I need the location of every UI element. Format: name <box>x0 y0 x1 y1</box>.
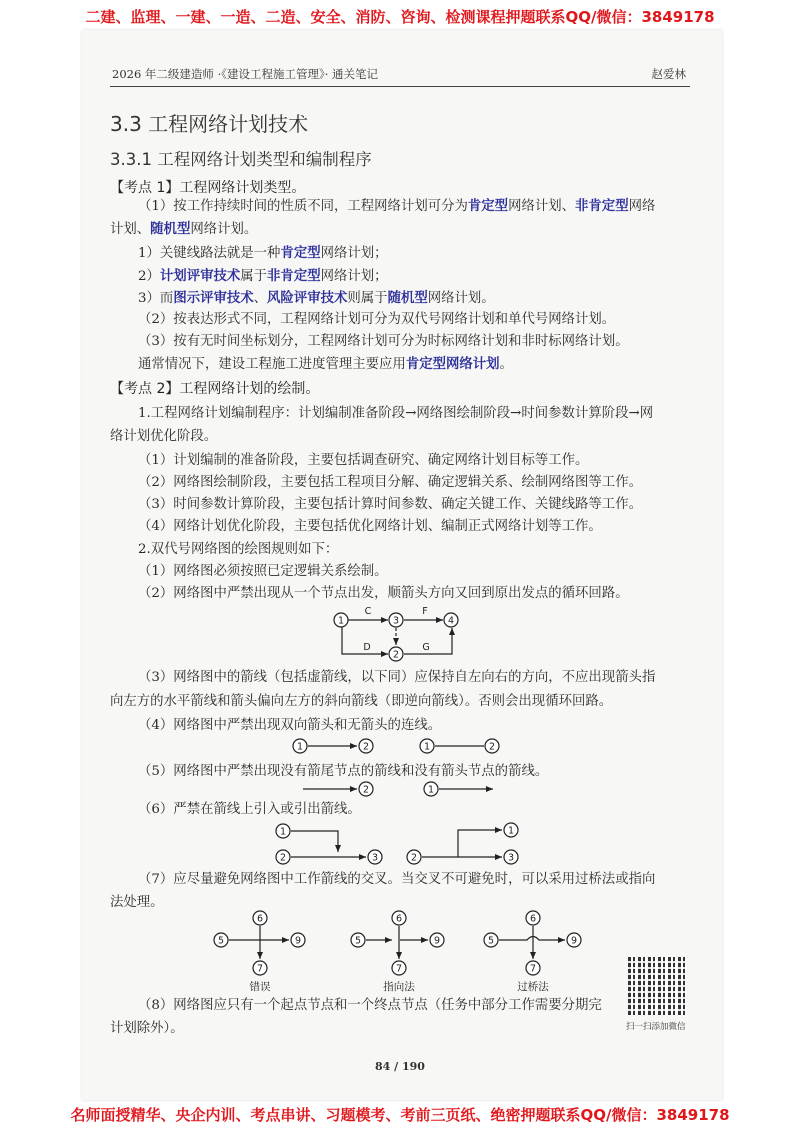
node-label: 7 <box>529 963 537 975</box>
node-label: 6 <box>256 913 264 925</box>
paragraph: （1）计划编制的准备阶段，主要包括调查研究、确定网络计划目标等工作。 <box>138 453 589 468</box>
paragraph: 计划除外）。 <box>110 1021 184 1036</box>
caption-wrong: 错误 <box>249 981 271 993</box>
bridge-arrow <box>499 937 565 941</box>
node-label: 2 <box>362 784 370 796</box>
paragraph: （2）按表达形式不同，工程网络计划可分为双代号网络计划和单代号网络计划。 <box>138 312 616 327</box>
paragraph: 2.双代号网络图的绘图规则如下： <box>138 542 339 557</box>
arrow-on-arrow-diagram <box>276 823 518 864</box>
bidirectional-diagram <box>293 739 499 753</box>
text: 1）关键线路法就是一种 <box>138 246 281 261</box>
node-label: 1 <box>279 826 287 838</box>
highlight: 肯定型 <box>467 198 509 214</box>
subsection-title: 3.3.1 工程网络计划类型和编制程序 <box>110 150 372 169</box>
node-label: 2 <box>488 741 496 753</box>
caption-pointing: 指向法 <box>383 981 415 993</box>
text: 网络计划。 <box>190 222 258 237</box>
paragraph: （3）网络图中的箭线（包括虚箭线，以下同）应保持自左向右的方向，不应出现箭头指 <box>138 670 656 685</box>
text: 属于 <box>240 269 268 284</box>
highlight: 随机型 <box>387 290 428 306</box>
highlight: 肯定型 <box>280 245 321 261</box>
node-label: 1 <box>427 784 435 796</box>
node-label: 6 <box>529 913 537 925</box>
kaodian-1-heading: 【考点 1】工程网络计划类型。 <box>110 180 306 196</box>
paragraph: （5）网络图中严禁出现没有箭尾节点的箭线和没有箭头节点的箭线。 <box>138 764 549 779</box>
paragraph: （3）按有无时间坐标划分，工程网络计划可分为时标网络计划和非时标网络计划。 <box>138 334 629 349</box>
running-head-title: 2026 年二级建造师 ·《建设工程施工管理》· 通关笔记 <box>112 67 379 81</box>
paragraph: 络计划优化阶段。 <box>110 429 218 444</box>
node-label: 5 <box>217 935 225 947</box>
node-label: 9 <box>433 935 441 947</box>
paragraph: （2）网络图中严禁出现从一个节点出发，顺箭头方向又回到原出发点的循环回路。 <box>138 586 629 601</box>
branch-arrow <box>458 830 502 857</box>
text: 网络计划。 <box>427 291 495 306</box>
paragraph: 1.工程网络计划编制程序：计划编制准备阶段→网络图绘制阶段→时间参数计算阶段→网 <box>138 406 654 421</box>
arrow-label: G <box>422 642 430 653</box>
paragraph: 向左方的水平箭线和箭头偏向左方的斜向箭线（即逆向箭线）。否则会出现循环回路。 <box>110 694 613 709</box>
node-label: 3 <box>371 852 379 864</box>
text: 则属于 <box>347 291 388 306</box>
caption-bridge: 过桥法 <box>517 981 549 993</box>
bottom-ad-banner: 名师面授精华、央企内训、考点串讲、习题模考、考前三页纸、绝密押题联系QQ/微信：3849178 <box>70 1106 730 1124</box>
text: 3）而 <box>138 291 174 306</box>
branch-arrow <box>291 831 338 852</box>
section-title: 3.3 工程网络计划技术 <box>110 112 309 136</box>
node-label: 1 <box>337 615 345 627</box>
paragraph: 法处理。 <box>110 895 164 910</box>
text: 网络计划、 <box>508 199 576 214</box>
paragraph: （2）网络图绘制阶段，主要包括工程项目分解、确定逻辑关系、绘制网络图等工作。 <box>138 475 642 490</box>
arrow-label: D <box>363 642 371 653</box>
highlight: 肯定型网络计划 <box>405 356 500 372</box>
text: 网络计划； <box>320 269 388 284</box>
node-label: 1 <box>296 741 304 753</box>
node-label: 1 <box>507 825 515 837</box>
node-label: 1 <box>423 741 431 753</box>
arrow-label: F <box>422 606 428 617</box>
top-ad-banner: 二建、监理、一建、一造、二造、安全、消防、咨询、检测课程押题联系QQ/微信：3849178 <box>85 8 715 26</box>
arrow-label: C <box>364 606 372 617</box>
highlight: 随机型 <box>150 221 191 237</box>
node-label: 2 <box>362 741 370 753</box>
text: 通常情况下，建设工程施工进度管理主要应用 <box>138 357 406 372</box>
paragraph: （1）网络图必须按照已定逻辑关系绘制。 <box>138 564 388 579</box>
node-label: 7 <box>395 963 403 975</box>
text: 计划、 <box>110 222 151 237</box>
kaodian-2-heading: 【考点 2】工程网络计划的绘制。 <box>110 381 320 397</box>
text: 、 <box>253 291 268 306</box>
node-label: 6 <box>395 913 403 925</box>
text: 。 <box>499 357 513 372</box>
highlight: 图示评审技术 <box>173 290 254 306</box>
qr-caption: 扫一扫添加微信 <box>626 1022 686 1032</box>
node-label: 2 <box>279 852 287 864</box>
paragraph: （8）网络图应只有一个起点节点和一个终点节点（任务中部分工作需要分期完 <box>138 998 602 1013</box>
running-head-author: 赵爱林 <box>651 67 686 81</box>
paragraph: （4）网络图中严禁出现双向箭头和无箭头的连线。 <box>138 718 442 733</box>
node-label: 2 <box>392 649 400 661</box>
highlight: 非肯定型 <box>267 268 321 284</box>
node-label: 4 <box>447 615 455 627</box>
paragraph: （3）时间参数计算阶段，主要包括计算时间参数、确定关键工作、关键线路等工作。 <box>138 497 642 512</box>
highlight: 非肯定型 <box>575 198 629 214</box>
highlight: 计划评审技术 <box>159 268 241 284</box>
node-label: 9 <box>294 935 302 947</box>
page-number: 84 / 190 <box>375 1060 425 1073</box>
text: 网络 <box>628 199 656 214</box>
text: （1）按工作持续时间的性质不同，工程网络计划可分为 <box>138 199 468 214</box>
text: 2） <box>138 269 160 284</box>
node-label: 3 <box>392 615 400 627</box>
paragraph: （7）应尽量避免网络图中工作箭线的交叉。当交叉不可避免时，可以采用过桥法或指向 <box>138 872 656 887</box>
node-label: 9 <box>570 935 578 947</box>
paragraph: （4）网络计划优化阶段，主要包括优化网络计划、编制正式网络计划等工作。 <box>138 519 602 534</box>
qr-code-pattern <box>628 957 686 1015</box>
paragraph: （6）严禁在箭线上引入或引出箭线。 <box>138 802 361 817</box>
highlight: 风险评审技术 <box>267 290 348 306</box>
node-label: 5 <box>354 935 362 947</box>
node-label: 7 <box>256 963 264 975</box>
dangling-arrow-diagram <box>303 782 493 796</box>
node-label: 5 <box>487 935 495 947</box>
node-label: 2 <box>410 852 418 864</box>
text: 网络计划； <box>320 246 388 261</box>
node-label: 3 <box>507 852 515 864</box>
